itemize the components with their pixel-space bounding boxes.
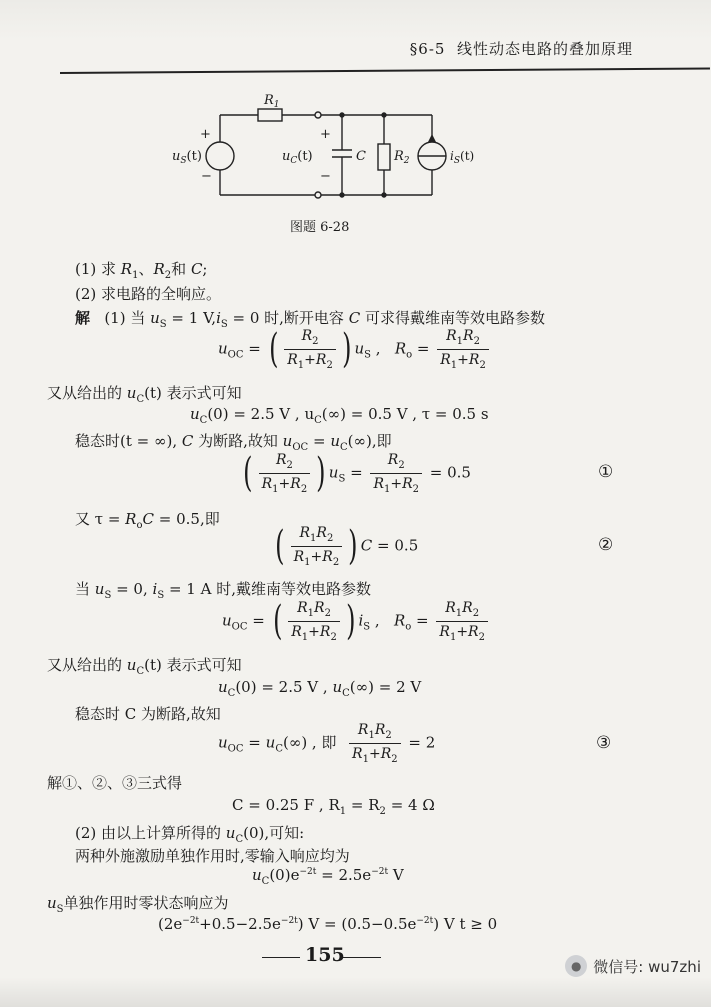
equation-thevenin-2: $u_{OC}$ = ( $\frac{R_1R_2}{R_1+R_2}$ ) $i_S$ , $R_o$ = $\frac{R_1R_2}{R_1+R_2}$ (222, 600, 491, 643)
label-c: C (356, 149, 366, 164)
page-top-shading (0, 0, 711, 40)
zero-input-equation: $u_C(0)e^{-2t} = 2.5e^{-2t}$ V (252, 866, 404, 887)
label-r1: $R_1$ (264, 93, 280, 110)
zero-state-text: $u_S$单独作用时零状态响应为 (47, 894, 229, 915)
part-2-intro: (2) 由以上计算所得的 $u_C(0)$,可知: (75, 824, 305, 845)
page-number-rule-left (262, 957, 300, 958)
label-is: $i_S(t)$ (450, 149, 475, 166)
steady-state-2: 稳态时 C 为断路,故知 (75, 705, 221, 723)
label-us: $u_S(t)$ (172, 149, 202, 166)
initial-values-2: $u_C(0) = 2.5$ V , $u_C(\infty) = 2$ V (218, 678, 422, 699)
from-given-1: 又从给出的 $u_C(t)$ 表示式可知 (47, 384, 242, 405)
question-2: (2) 求电路的全响应。 (75, 285, 222, 303)
result-values: C = 0.25 F , $R_1 = R_2 = 4$ Ω (232, 796, 435, 817)
label-r2: $R_2$ (394, 149, 410, 166)
resistor-r2 (378, 144, 390, 170)
watermark-badge (565, 955, 701, 977)
equation-3: $u_{OC} = u_C(\infty)$ , 即 $\frac{R_1R_2}{R_1+R_2}$ = 2 (218, 722, 436, 765)
us-minus: − (201, 169, 212, 184)
watermark-text: 微信号: wu7zhi (593, 957, 701, 976)
label-uc: $u_C(t)$ (282, 149, 313, 166)
terminal-bottom (315, 192, 321, 198)
equation-1: ( $\frac{R_2}{R_1+R_2}$ ) $u_S$ = $\frac{R_2}{R_1+R_2}$ = 0.5 (243, 450, 471, 497)
when-condition-2: 当 $u_S = 0$, $i_S = 1$ A 时,戴维南等效电路参数 (75, 580, 371, 601)
arrow-icon (428, 134, 436, 142)
wechat-icon: ● (565, 955, 587, 977)
initial-values-1: $u_C(0) = 2.5$ V , $u_C(\infty) = 0.5$ V , τ = 0.5 s (190, 405, 489, 426)
circuit-diagram (170, 90, 475, 210)
uc-minus: − (320, 169, 331, 184)
uc-plus: + (320, 127, 331, 142)
equation-2: ( $\frac{R_1R_2}{R_1+R_2}$ ) C = 0.5 (275, 523, 419, 570)
header-rule (60, 67, 710, 74)
equation-marker-3: ③ (596, 733, 612, 753)
resistor-r1 (258, 109, 282, 121)
solve-three-equations: 解①、②、③三式得 (47, 774, 183, 792)
question-1: (1) 求 $R_1$、$R_2$和 C; (75, 260, 208, 281)
from-given-2: 又从给出的 $u_C(t)$ 表示式可知 (47, 656, 242, 677)
voltage-source-us (206, 142, 234, 170)
steady-state-1: 稳态时(t = ∞), C 为断路,故知 $u_{OC} = u_C(\infty)$,即 (75, 432, 392, 453)
tau-line: 又 $\tau = R_oC = 0.5$,即 (75, 510, 220, 531)
terminal-top (315, 112, 321, 118)
page-number-rule-right (343, 957, 381, 958)
page-bottom-shading (0, 977, 711, 1007)
page-number: 155 (305, 944, 345, 966)
figure-caption: 图题 6-28 (290, 220, 350, 235)
equation-marker-2: ② (598, 535, 614, 555)
us-plus: + (200, 127, 211, 142)
equation-marker-1: ① (598, 462, 614, 482)
zero-state-equation: $(2e^{-2t}+0.5-2.5e^{-2t}) V = (0.5-0.5e^{-2t})$ V t ≥ 0 (158, 915, 498, 933)
zero-input-text: 两种外施激励单独作用时,零输入响应均为 (75, 847, 350, 865)
solution-line-1: 解 (1) 当 $u_S = 1$ $V,i_S = 0$ 时,断开电容 C 可求得戴维南等效电路参数 (75, 309, 545, 330)
running-header: §6-5 线性动态电路的叠加原理 (409, 40, 633, 58)
equation-thevenin-1: $u_{OC}$ = ( $\frac{R_2}{R_1+R_2}$ ) $u_S$ , $R_o$ = $\frac{R_1R_2}{R_1+R_2}$ (218, 328, 492, 371)
